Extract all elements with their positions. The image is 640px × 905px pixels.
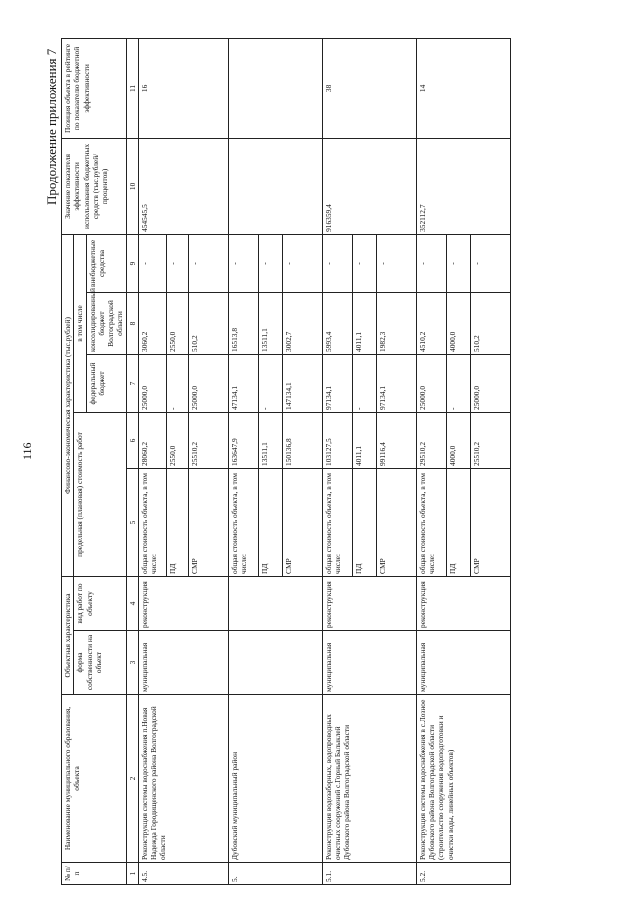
federal-budget: - <box>166 354 188 412</box>
page-number: 116 <box>20 442 34 460</box>
cost-label: СМР <box>376 468 416 576</box>
cost-label: ПД <box>446 468 470 576</box>
work-type: реконструкция <box>322 576 416 630</box>
work-type <box>228 576 322 630</box>
consolidated-budget: 13511,1 <box>258 292 282 354</box>
extrabudget-funds: - <box>446 234 470 292</box>
extrabudget-funds: - <box>138 234 166 292</box>
rating-position: 14 <box>416 38 510 138</box>
federal-budget: 25000,0 <box>416 354 446 412</box>
continuation-title: Продолжение приложения 7 <box>44 48 59 205</box>
work-type: реконструкция <box>416 576 510 630</box>
rating-position: 16 <box>138 38 228 138</box>
table-row <box>138 38 166 884</box>
cost-label: СМР <box>188 468 228 576</box>
federal-budget: 97134,1 <box>376 354 416 412</box>
consolidated-budget: 4510,2 <box>416 292 446 354</box>
cost-total: 28060,2 <box>138 412 166 468</box>
federal-budget: 25000,0 <box>138 354 166 412</box>
col-number: 6 <box>126 412 138 468</box>
header-extrabudget: внебюджетные средства <box>86 234 126 292</box>
row-number: 5. <box>228 863 322 885</box>
efficiency-indicator <box>228 138 322 234</box>
extrabudget-funds: - <box>470 234 510 292</box>
header-federal: федеральный бюджет <box>86 354 126 412</box>
header-limit-cost: предельная (плановая) стоимость работ <box>74 412 126 576</box>
table-row <box>416 38 446 884</box>
cost-total: 163647,9 <box>228 412 258 468</box>
cost-label: общая стоимость объекта, в том числе: <box>322 468 352 576</box>
ownership-form: муниципальная <box>416 631 510 695</box>
ownership-form: муниципальная <box>322 631 416 695</box>
cost-total: 103127,5 <box>322 412 352 468</box>
cost-total: 29510,2 <box>416 412 446 468</box>
col-number: 11 <box>126 38 138 138</box>
consolidated-budget: 5993,4 <box>322 292 352 354</box>
cost-total: 4000,0 <box>446 412 470 468</box>
col-number: 1 <box>126 863 138 885</box>
federal-budget: 97134,1 <box>322 354 352 412</box>
object-name: Дубовский муниципальный район <box>228 695 322 863</box>
col-number: 7 <box>126 354 138 412</box>
row-number: 5.1. <box>322 863 416 885</box>
header-ownership: форма собственности на объект <box>74 631 126 695</box>
row-number: 5.2. <box>416 863 510 885</box>
header-fin-char: Финансово-экономическая характеристика (тыс.рублей) <box>62 234 74 576</box>
object-name: Реконструкция системы водоснабжения п.Новая Надежда Городищенского района Волгоградской области <box>138 695 228 863</box>
ownership-form <box>228 631 322 695</box>
col-number: 10 <box>126 138 138 234</box>
extrabudget-funds: - <box>282 234 322 292</box>
cost-total: 150136,8 <box>282 412 322 468</box>
federal-budget: 147134,1 <box>282 354 322 412</box>
header-obj-char: Объектная характеристика <box>62 576 74 694</box>
rating-position: 38 <box>322 38 416 138</box>
efficiency-indicator: 454545,5 <box>138 138 228 234</box>
extrabudget-funds: - <box>416 234 446 292</box>
col-number: 2 <box>126 695 138 863</box>
consolidated-budget: 16513,8 <box>228 292 258 354</box>
extrabudget-funds: - <box>322 234 352 292</box>
cost-total: 13511,1 <box>258 412 282 468</box>
col-number: 3 <box>126 631 138 695</box>
table-row <box>228 38 258 884</box>
cost-label: общая стоимость объекта, в том числе: <box>416 468 446 576</box>
cost-label: СМР <box>282 468 322 576</box>
col-number: 8 <box>126 292 138 354</box>
extrabudget-funds: - <box>166 234 188 292</box>
efficiency-indicator: 352112,7 <box>416 138 510 234</box>
row-number: 4.5. <box>138 863 228 885</box>
header-indicator: Значение показателя эффективности использования бюджетных средств (тыс.рублей/процентов) <box>62 138 127 234</box>
cost-label: общая стоимость объекта, в том числе: <box>228 468 258 576</box>
cost-total: 25510,2 <box>188 412 228 468</box>
cost-total: 25510,2 <box>470 412 510 468</box>
federal-budget: - <box>352 354 376 412</box>
consolidated-budget: 3060,2 <box>138 292 166 354</box>
table-row <box>322 38 352 884</box>
cost-label: ПД <box>352 468 376 576</box>
efficiency-indicator: 916359,4 <box>322 138 416 234</box>
consolidated-budget: 4011,1 <box>352 292 376 354</box>
cost-total: 99116,4 <box>376 412 416 468</box>
extrabudget-funds: - <box>228 234 258 292</box>
object-name: Реконструкция водозаборных, водопроводных очистных сооружений с.Горный Балыклей Дубовского района Волгоградской области <box>322 695 416 863</box>
cost-label: СМР <box>470 468 510 576</box>
extrabudget-funds: - <box>352 234 376 292</box>
federal-budget: - <box>258 354 282 412</box>
rating-position <box>228 38 322 138</box>
object-name: Реконструкция системы водоснабжения в с.Лозное Дубовского района Волгоградской области (строительство сооружения водоподготовки и очистки воды, линейных объектов) <box>416 695 510 863</box>
work-type: реконструкция <box>138 576 228 630</box>
header-rank: Позиция объекта в рейтинге по показателю бюджетной эффективности <box>62 38 127 138</box>
header-incl: в том числе <box>74 234 86 412</box>
extrabudget-funds: - <box>376 234 416 292</box>
federal-budget: 25000,0 <box>470 354 510 412</box>
header-num: № п/п <box>62 863 127 885</box>
header-work-type: вид работ по объекту <box>74 576 126 630</box>
col-number: 9 <box>126 234 138 292</box>
extrabudget-funds: - <box>188 234 228 292</box>
cost-label: общая стоимость объекта, в том числе: <box>138 468 166 576</box>
cost-total: 4011,1 <box>352 412 376 468</box>
header-name: Наименование муниципального образования, объекта <box>62 695 127 863</box>
cost-total: 2550,0 <box>166 412 188 468</box>
col-number: 4 <box>126 576 138 630</box>
consolidated-budget: 3002,7 <box>282 292 322 354</box>
investment-table <box>61 38 511 885</box>
consolidated-budget: 510,2 <box>188 292 228 354</box>
consolidated-budget: 1982,3 <box>376 292 416 354</box>
federal-budget: 25000,0 <box>188 354 228 412</box>
consolidated-budget: 2550,0 <box>166 292 188 354</box>
header-consolidated: консолидированный бюджет Волгоградской области <box>86 292 126 354</box>
federal-budget: 47134,1 <box>228 354 258 412</box>
cost-label: ПД <box>166 468 188 576</box>
ownership-form: муниципальная <box>138 631 228 695</box>
cost-label: ПД <box>258 468 282 576</box>
extrabudget-funds: - <box>258 234 282 292</box>
consolidated-budget: 510,2 <box>470 292 510 354</box>
consolidated-budget: 4000,0 <box>446 292 470 354</box>
table-body <box>138 38 510 884</box>
col-number: 5 <box>126 468 138 576</box>
federal-budget: - <box>446 354 470 412</box>
